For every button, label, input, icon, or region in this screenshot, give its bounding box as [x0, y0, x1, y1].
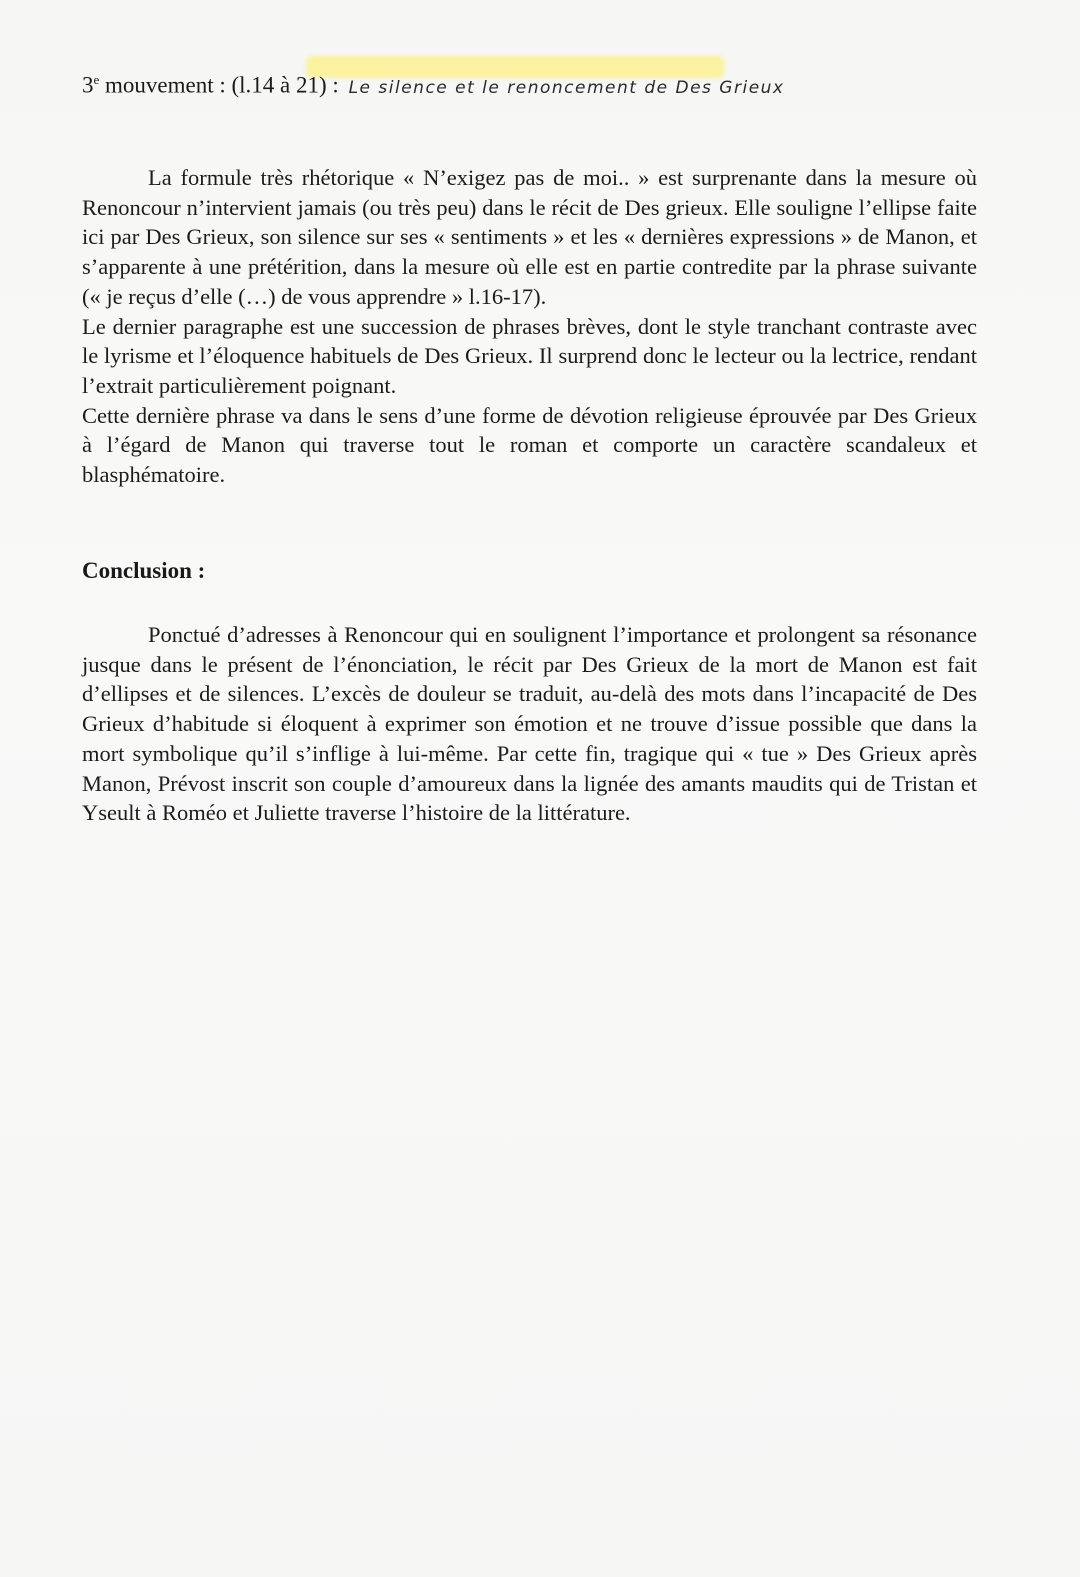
heading-superscript: e: [93, 72, 100, 87]
conclusion-section: [82, 620, 977, 828]
paragraph-rhetorique: La formule très rhétorique « N’exigez pas de moi.. » est surprenante dans la mesure où Renoncour n’intervient jamais (ou très peu) dans le récit de Des grieux. Elle souligne l’ellipse faite ici par Des Grieux, son silence sur ses « sentiments » et les « dernières expressions » de Manon, et s’apparente à une prétérition, dans la mesure où elle est en partie contredite par la phrase suivante (« je reçus d’elle (…) de vous apprendre » l.16-17).: [82, 165, 977, 309]
heading-label: mouvement : (l.14 à 21) :: [99, 72, 345, 98]
section-heading: [82, 72, 784, 99]
conclusion-paragraph: Ponctué d’adresses à Renoncour qui en soulignent l’importance et prolongent sa résonance jusque dans le présent de l’énonciation, le récit par Des Grieux de la mort de Manon est fait d’ellipses et de silences. L’excès de douleur se traduit, au-delà des mots dans l’incapacité de Des Grieux d’habitude si éloquent à exprimer son émotion et ne trouve d’issue possible que dans la mort symbolique qu’il s’inflige à lui-même. Par cette fin, tragique qui « tue » Des Grieux après Manon, Prévost inscrit son couple d’amoureux dans la lignée des amants maudits qui de Tristan et Yseult à Roméo et Juliette traverse l’histoire de la littérature.: [82, 622, 977, 826]
handwritten-note: Le silence et le renoncement de Des Grieux: [348, 77, 785, 98]
conclusion-title: Conclusion :: [82, 558, 206, 583]
movement-analysis: [82, 163, 977, 490]
paragraph-dernier: Le dernier paragraphe est une succession de phrases brèves, dont le style tranchant contraste avec le lyrisme et l’éloquence habituels de Des Grieux. Il surprend donc le lecteur ou la lectrice, rendant l’extrait particulièrement poignant.: [82, 313, 977, 398]
heading-number: 3: [82, 72, 94, 98]
paragraph-devotion: Cette dernière phrase va dans le sens d’une forme de dévotion religieuse éprouvée par Des Grieux à l’égard de Manon qui traverse tout le roman et comporte un caractère scandaleux et blasphématoire.: [82, 402, 977, 488]
